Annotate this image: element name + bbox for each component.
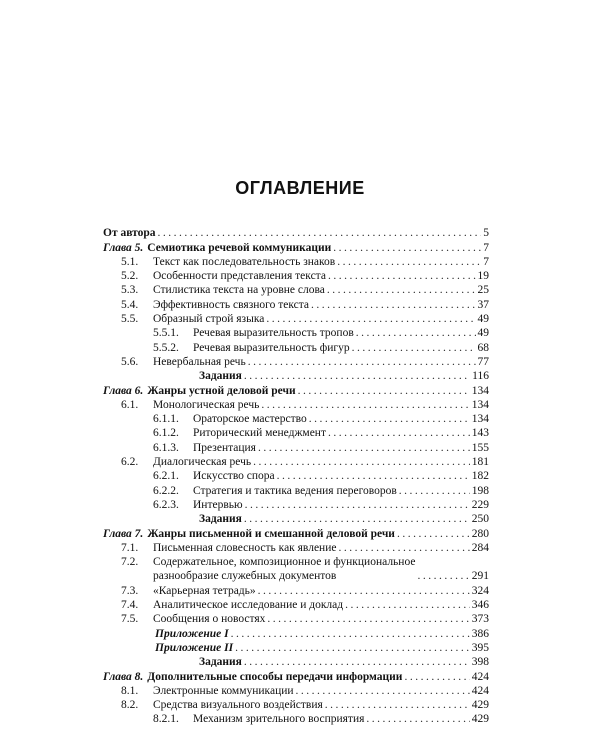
toc-entry (103, 398, 489, 412)
subsection-number: 5.5.1. (153, 327, 179, 340)
toc-entry (103, 355, 489, 369)
table-of-contents (103, 226, 489, 726)
subsection-title: Речевая выразительность фигур (193, 341, 350, 354)
page-number: 7 (483, 255, 489, 268)
toc-entry (103, 555, 489, 584)
section-title: Аналитическое исследование и доклад (153, 599, 344, 612)
toc-entry (103, 498, 489, 512)
toc-entry (103, 655, 489, 669)
dot-leader (356, 326, 476, 340)
page-number: 424 (471, 670, 489, 683)
section-number: 7.4. (121, 599, 139, 612)
section-title: Эффективность связного текста (153, 298, 309, 311)
page-number: 373 (471, 613, 489, 626)
dot-leader (258, 584, 470, 598)
toc-entry (103, 483, 489, 497)
dot-leader (267, 612, 469, 626)
subsection-title: Риторический менеджмент (193, 427, 326, 440)
page-number: 5 (483, 227, 489, 240)
toc-entry (103, 312, 489, 326)
section-title: Образный строй языка (153, 313, 265, 326)
subsection-title: Интервью (193, 498, 243, 511)
toc-entry (103, 412, 489, 426)
toc-entry (103, 598, 489, 612)
toc-entry (103, 626, 489, 640)
page-number: 134 (471, 413, 489, 426)
toc-entry (103, 326, 489, 340)
subsection-title: Речевая выразительность тропов (193, 327, 354, 340)
tasks-label: Задания (199, 513, 242, 526)
toc-entry (103, 426, 489, 440)
subsection-number: 6.1.2. (153, 427, 179, 440)
dot-leader (158, 226, 482, 240)
subsection-number: 8.2.1. (153, 713, 179, 726)
page-number: 49 (477, 313, 489, 326)
subsection-title: Презентация (193, 441, 256, 454)
toc-entry (103, 283, 489, 297)
subsection-number: 6.2.1. (153, 470, 179, 483)
dot-leader (244, 369, 470, 383)
section-number: 5.5. (121, 313, 139, 326)
tasks-label: Задания (199, 370, 242, 383)
subsection-number: 5.5.2. (153, 341, 179, 354)
toc-entry (103, 712, 489, 726)
chapter-title: Жанры устной деловой речи (147, 384, 296, 397)
subsection-number: 6.1.3. (153, 441, 179, 454)
toc-entry (103, 669, 489, 683)
page-number: 134 (471, 398, 489, 411)
dot-leader (296, 684, 470, 698)
dot-leader (404, 670, 469, 684)
page-title: ОГЛАВЛЕНИЕ (235, 178, 365, 198)
page-number: 424 (471, 684, 489, 697)
chapter-number: Глава 7. (103, 527, 144, 540)
page-number: 429 (471, 713, 489, 726)
subsection-title: Стратегия и тактика ведения переговоров (193, 484, 397, 497)
toc-entry (103, 226, 489, 240)
section-title: Диалогическая речь (153, 456, 252, 469)
dot-leader (338, 541, 469, 555)
subsection-number: 6.1.1. (153, 413, 179, 426)
section-title: Стилистика текста на уровне слова (153, 284, 325, 297)
toc-entry (103, 255, 489, 269)
page-number: 19 (477, 270, 489, 283)
toc-entry (103, 512, 489, 526)
section-number: 6.2. (121, 456, 139, 469)
appendix-label: Приложение II (155, 641, 234, 654)
dot-leader (366, 712, 469, 726)
section-number: 8.1. (121, 684, 139, 697)
page-number: 25 (477, 284, 489, 297)
toc-entry (103, 469, 489, 483)
section-number: 7.2. (121, 555, 139, 568)
toc-entry (103, 240, 489, 254)
toc-entry (103, 455, 489, 469)
section-title: Текст как последовательность знаков (153, 255, 336, 268)
section-title: Сообщения о новостях (153, 613, 266, 626)
page-number: 182 (471, 470, 489, 483)
chapter-number: Глава 6. (103, 384, 144, 397)
section-title-multiline (153, 555, 415, 583)
section-number: 5.2. (121, 270, 139, 283)
dot-leader (231, 627, 470, 641)
dot-leader (327, 283, 476, 297)
dot-leader (325, 698, 470, 712)
dot-leader (248, 355, 476, 369)
page-number: 346 (471, 599, 489, 612)
subsection-number: 6.2.3. (153, 498, 179, 511)
page-number: 250 (471, 513, 489, 526)
dot-leader (337, 255, 481, 269)
page-number: 395 (471, 641, 489, 654)
section-title: «Карьерная тетрадь» (153, 584, 256, 597)
page-number: 68 (477, 341, 489, 354)
dot-leader (333, 241, 481, 255)
subsection-title: Искусство спора (193, 470, 275, 483)
dot-leader (397, 527, 470, 541)
page-number: 49 (477, 327, 489, 340)
dot-leader (235, 641, 470, 655)
chapter-title: Жанры письменной и смешанной деловой речи (147, 527, 395, 540)
section-number: 7.3. (121, 584, 139, 597)
toc-entry (103, 641, 489, 655)
section-number: 8.2. (121, 699, 139, 712)
page-number: 284 (471, 541, 489, 554)
page-number: 386 (471, 627, 489, 640)
section-title: Электронные коммуникации (153, 684, 294, 697)
dot-leader (345, 598, 470, 612)
page-number: 134 (471, 384, 489, 397)
dot-leader (311, 298, 476, 312)
section-number: 7.5. (121, 613, 139, 626)
page-number: 116 (472, 370, 489, 383)
dot-leader (244, 512, 470, 526)
dot-leader (253, 455, 470, 469)
chapter-title: Дополнительные способы передачи информации (147, 670, 403, 683)
appendix-label: Приложение I (155, 627, 229, 640)
toc-entry (103, 583, 489, 597)
dot-leader (309, 412, 470, 426)
toc-entry (103, 612, 489, 626)
entry-title: От автора (103, 227, 156, 240)
dot-leader (352, 341, 476, 355)
subsection-number: 6.2.2. (153, 484, 179, 497)
toc-entry (103, 340, 489, 354)
page-number: 280 (471, 527, 489, 540)
section-title: Письменная словесность как явление (153, 541, 337, 554)
tasks-label: Задания (199, 656, 242, 669)
page-number: 291 (471, 570, 489, 583)
dot-leader (298, 384, 470, 398)
toc-entry (103, 684, 489, 698)
section-number: 7.1. (121, 541, 139, 554)
toc-entry (103, 698, 489, 712)
page-number: 155 (471, 441, 489, 454)
chapter-title: Семиотика речевой коммуникации (147, 241, 332, 254)
dot-leader (417, 569, 469, 583)
toc-entry (103, 526, 489, 540)
subsection-title: Ораторское мастерство (193, 413, 307, 426)
page-number: 143 (471, 427, 489, 440)
toc-entry (103, 383, 489, 397)
page-number: 198 (471, 484, 489, 497)
page-number: 181 (471, 456, 489, 469)
toc-entry (103, 541, 489, 555)
toc-entry (103, 369, 489, 383)
page-number: 398 (471, 656, 489, 669)
section-number: 5.6. (121, 355, 139, 368)
dot-leader (399, 484, 470, 498)
dot-leader (266, 312, 475, 326)
chapter-number: Глава 8. (103, 670, 144, 683)
section-title-line-1: Содержательное, композиционное и функциональное (153, 556, 416, 569)
chapter-number: Глава 5. (103, 241, 144, 254)
section-number: 5.3. (121, 284, 139, 297)
page-number: 37 (477, 298, 489, 311)
page-number: 324 (471, 584, 489, 597)
section-number: 5.4. (121, 298, 139, 311)
dot-leader (261, 398, 469, 412)
toc-entry (103, 297, 489, 311)
page-number: 7 (483, 241, 489, 254)
section-title: Монологическая речь (153, 398, 260, 411)
dot-leader (328, 269, 476, 283)
page-number: 77 (477, 355, 489, 368)
section-number: 5.1. (121, 255, 139, 268)
dot-leader (258, 441, 470, 455)
page-number: 429 (471, 699, 489, 712)
toc-entry (103, 269, 489, 283)
section-title: Особенности представления текста (153, 270, 326, 283)
section-title: Средства визуального воздействия (153, 699, 323, 712)
subsection-title: Механизм зрительного восприятия (193, 713, 365, 726)
section-number: 6.1. (121, 398, 139, 411)
toc-entry (103, 440, 489, 454)
dot-leader (245, 498, 470, 512)
dot-leader (277, 469, 470, 483)
section-title-line-2: разнообразие служебных документов (153, 570, 337, 583)
section-title: Невербальная речь (153, 355, 246, 368)
dot-leader (328, 426, 470, 440)
dot-leader (244, 655, 470, 669)
page-number: 229 (471, 498, 489, 511)
